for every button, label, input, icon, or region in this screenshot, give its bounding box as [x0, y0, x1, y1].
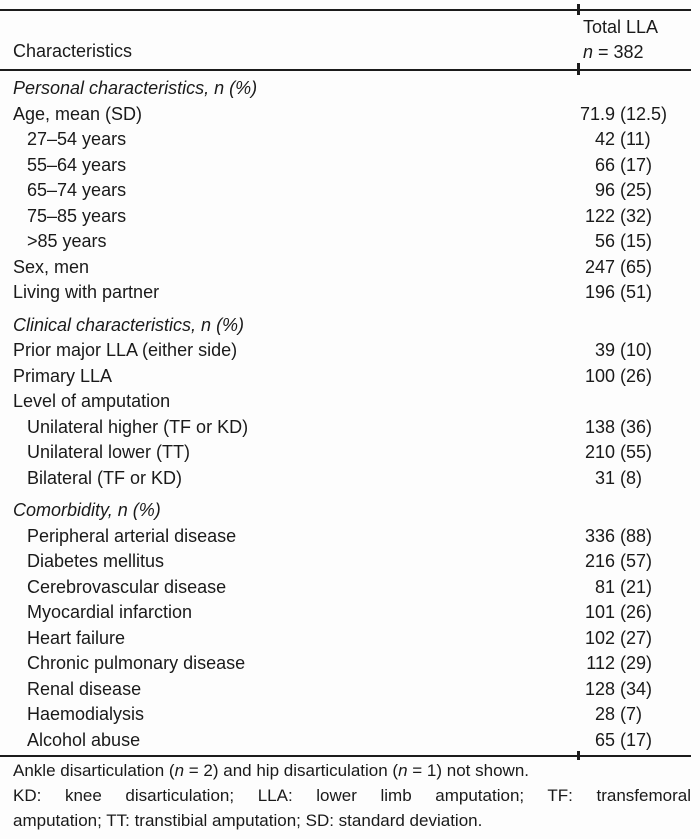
- row-value-number: 31: [594, 467, 615, 488]
- table-row: [0, 313, 700, 339]
- row-value-number: 112: [586, 653, 615, 674]
- row-label: Renal disease: [27, 678, 142, 699]
- table-row: [0, 415, 700, 441]
- table-row: [0, 600, 700, 626]
- row-label: Prior major LLA (either side): [13, 340, 238, 361]
- row-value-number: 138: [584, 416, 615, 437]
- row-label: Chronic pulmonary disease: [27, 653, 246, 674]
- row-label: Unilateral lower (TT): [27, 442, 191, 463]
- row-value-number: 247: [584, 256, 615, 277]
- table-row: [0, 255, 700, 281]
- table-row: [0, 76, 700, 102]
- row-value-percent: (8): [620, 467, 642, 488]
- row-value-percent: (65): [620, 256, 653, 277]
- row-value-number: 96: [594, 180, 615, 201]
- row-value-percent: (15): [620, 231, 653, 252]
- footnote-text: = 2) and hip disarticulation (: [184, 761, 399, 780]
- row-value-number: 81: [594, 576, 615, 597]
- column-header-characteristics: Characteristics: [13, 41, 133, 61]
- row-label: Cerebrovascular disease: [27, 576, 227, 597]
- table-row: [0, 204, 700, 230]
- footnote-text: Ankle disarticulation (: [13, 761, 175, 780]
- row-value-percent: (34): [620, 678, 653, 699]
- row-value-percent: (10): [620, 340, 653, 361]
- row-value-percent: (88): [620, 525, 653, 546]
- row-value-number: 196: [584, 282, 615, 303]
- row-label: Sex, men: [13, 256, 90, 277]
- row-value-number: 336: [584, 525, 615, 546]
- row-value-percent: (7): [620, 704, 642, 725]
- row-value-number: 66: [594, 154, 615, 175]
- row-label: Heart failure: [27, 627, 126, 648]
- row-label: Peripheral arterial disease: [27, 525, 237, 546]
- row-value-number: 101: [584, 602, 615, 623]
- row-label: Haemodialysis: [27, 704, 145, 725]
- row-value-percent: (51): [620, 282, 653, 303]
- row-value-number: 65: [594, 729, 615, 750]
- table-row: [0, 677, 700, 703]
- table-row: [0, 466, 700, 492]
- row-label: Unilateral higher (TF or KD): [27, 416, 249, 437]
- row-value-number: 28: [594, 704, 615, 725]
- row-value-percent: (29): [620, 653, 653, 674]
- table-row: [0, 280, 700, 306]
- table-row: [0, 626, 700, 652]
- row-value-percent: (21): [620, 576, 653, 597]
- footnote-line-3: amputation; TT: transtibial amputation; SD: standard deviation.: [13, 811, 483, 830]
- row-value-percent: (11): [620, 129, 651, 150]
- table-row: [0, 575, 700, 601]
- row-value-number: 128: [584, 678, 615, 699]
- row-value-percent: (32): [620, 205, 653, 226]
- table-row: [0, 127, 700, 153]
- table-row: [0, 702, 700, 728]
- row-value-percent: (12.5): [620, 103, 668, 124]
- footnote-n-italic: n: [174, 761, 185, 780]
- row-label: Personal characteristics, n (%): [13, 78, 258, 99]
- row-label: Bilateral (TF or KD): [27, 467, 183, 488]
- row-label: 55–64 years: [27, 154, 127, 175]
- row-label: 27–54 years: [27, 129, 127, 150]
- row-label: >85 years: [27, 231, 107, 252]
- sample-size-n-italic: n: [583, 42, 594, 62]
- row-label: Clinical characteristics, n (%): [13, 314, 245, 335]
- table-row: [0, 178, 700, 204]
- table-row: [0, 498, 700, 524]
- sample-size-value: = 382: [593, 42, 644, 62]
- table-row: [0, 549, 700, 575]
- row-value-number: 210: [584, 442, 615, 463]
- table-rule-under-header: [0, 69, 691, 71]
- footnote-line-2: KD: knee disarticulation; LLA: lower limb amputation; TF: transfemoral: [13, 786, 691, 805]
- table-row: [0, 440, 700, 466]
- row-value-percent: (26): [620, 602, 653, 623]
- table-row: [0, 728, 700, 754]
- row-label: Diabetes mellitus: [27, 551, 165, 572]
- row-label: Age, mean (SD): [13, 103, 143, 124]
- row-label: Comorbidity, n (%): [13, 500, 161, 521]
- sample-size-label: [583, 40, 658, 65]
- table-footnotes: [13, 758, 691, 833]
- row-value-number: 122: [584, 205, 615, 226]
- table-row: [0, 102, 700, 128]
- row-value-number: 71.9: [579, 103, 615, 124]
- row-label: 65–74 years: [27, 180, 127, 201]
- row-value-number: 56: [594, 231, 615, 252]
- row-value-percent: (17): [620, 729, 653, 750]
- row-value-number: 102: [584, 627, 615, 648]
- row-label: 75–85 years: [27, 205, 127, 226]
- table-row: [0, 364, 700, 390]
- row-value-number: 216: [584, 551, 615, 572]
- table-row: [0, 389, 700, 415]
- row-label: Myocardial infarction: [27, 602, 193, 623]
- row-value-number: 39: [594, 340, 615, 361]
- row-value-number: 42: [594, 129, 615, 150]
- row-value-percent: (26): [620, 365, 653, 386]
- table-row: [0, 229, 700, 255]
- row-label: Living with partner: [13, 282, 160, 303]
- row-value-number: 100: [584, 365, 615, 386]
- table-header-row: [0, 11, 691, 69]
- row-value-percent: (55): [620, 442, 653, 463]
- table-row: [0, 524, 700, 550]
- table-row: [0, 651, 700, 677]
- footnote-line-1: [13, 758, 691, 783]
- row-label: Alcohol abuse: [27, 729, 141, 750]
- table-body: [0, 73, 700, 753]
- row-value-percent: (17): [620, 154, 653, 175]
- table-row: [0, 338, 700, 364]
- column-header-total-lla: [583, 15, 658, 65]
- table-rule-bottom: [0, 755, 691, 757]
- table-row: [0, 153, 700, 179]
- total-lla-label: Total LLA: [583, 17, 659, 37]
- row-label: Level of amputation: [13, 391, 171, 412]
- row-label: Primary LLA: [13, 365, 113, 386]
- row-value-percent: (57): [620, 551, 653, 572]
- row-value-percent: (25): [620, 180, 653, 201]
- footnote-n-italic: n: [398, 761, 408, 780]
- row-value-percent: (27): [620, 627, 653, 648]
- footnote-text: = 1) not shown.: [407, 761, 529, 780]
- row-value-percent: (36): [620, 416, 653, 437]
